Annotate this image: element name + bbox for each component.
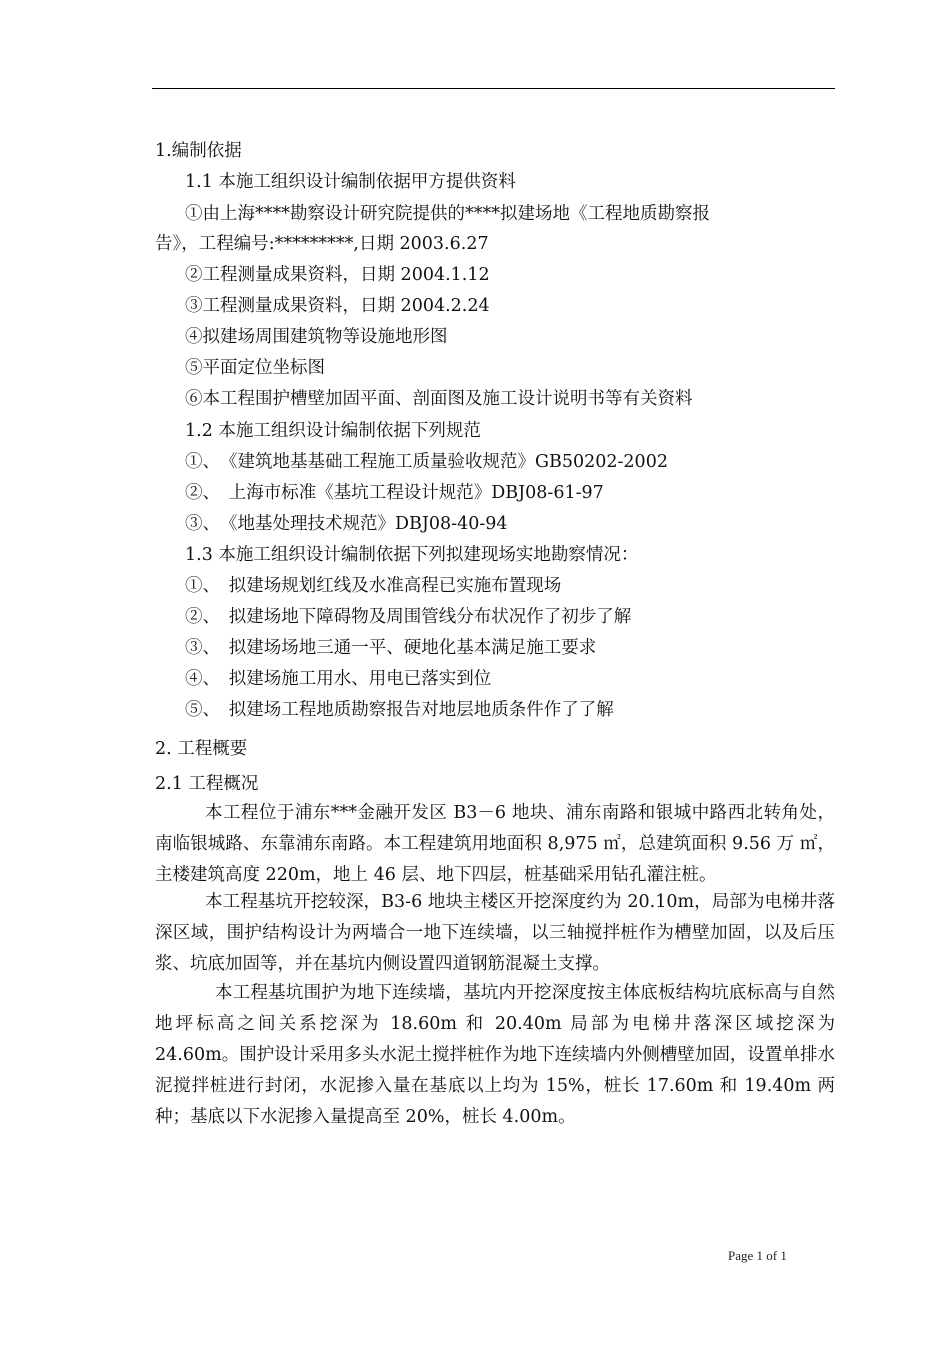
list-item: ①、 拟建场规划红线及水准高程已实施布置现场 bbox=[185, 576, 562, 596]
list-item: ⑥本工程围护槽壁加固平面、剖面图及施工设计说明书等有关资料 bbox=[185, 389, 693, 409]
list-item: 告》，工程编号:*********,日期 2003.6.27 bbox=[155, 234, 489, 254]
list-item: ②、 上海市标准《基坑工程设计规范》DBJ08-61-97 bbox=[185, 483, 604, 503]
list-item: ③、 《地基处理技术规范》DBJ08-40-94 bbox=[185, 514, 508, 534]
list-item: ②、 拟建场地下障碍物及周围管线分布状况作了初步了解 bbox=[185, 607, 632, 627]
paragraph: 本工程基坑开挖较深，B3-6 地块主楼区开挖深度约为 20.10m，局部为电梯井落深区域，围护结构设计为两墙合一地下连续墙，以三轴搅拌桩作为槽壁加固，以及后压浆、坑底加固等，并在基坑内侧设置四道钢筋混凝土支撑。 bbox=[155, 892, 835, 974]
subsection-2-1: 2.1 工程概况 bbox=[155, 774, 259, 794]
list-item: ⑤平面定位坐标图 bbox=[185, 358, 325, 378]
header-rule bbox=[152, 88, 835, 89]
section-2-title: 2. 工程概要 bbox=[155, 739, 248, 759]
list-item: ①由上海****勘察设计研究院提供的****拟建场地《工程地质勘察报 bbox=[185, 204, 710, 224]
list-item: ③、 拟建场场地三通一平、硬地化基本满足施工要求 bbox=[185, 638, 597, 658]
list-item: ③工程测量成果资料，日期 2004.2.24 bbox=[185, 296, 490, 316]
list-item: ④拟建场周围建筑物等设施地形图 bbox=[185, 327, 448, 347]
paragraph: 本工程基坑围护为地下连续墙，基坑内开挖深度按主体底板结构坑底标高与自然地坪标高之间关系挖深为 18.60m 和 20.40m 局部为电梯井落深区域挖深为 24.60m。围护设计采用多头水泥土搅拌桩作为地下连续墙内外侧槽壁加固，设置单排水泥搅拌桩进行封闭，水泥掺入量在基底以上均为 15%，桩长 17.60m 和 19.40m 两种；基底以下水泥掺入量提高至 20%，桩长 4.00m。 bbox=[155, 983, 835, 1127]
page-number: Page 1 of 1 bbox=[728, 1248, 787, 1263]
subsection-1-3: 1.3 本施工组织设计编制依据下列拟建现场实地勘察情况： bbox=[185, 545, 639, 565]
list-item: ④、 拟建场施工用水、用电已落实到位 bbox=[185, 669, 492, 689]
list-item: ⑤、 拟建场工程地质勘察报告对地层地质条件作了了解 bbox=[185, 700, 614, 720]
paragraph: 本工程位于浦东***金融开发区 B3－6 地块、浦东南路和银城中路西北转角处，南临银城路、东靠浦东南路。本工程建筑用地面积 8,975 ㎡，总建筑面积 9.56 万 ㎡，主楼建筑高度 220m，地上 46 层、地下四层，桩基础采用钻孔灌注桩。 bbox=[155, 803, 835, 885]
list-item: ①、 《建筑地基基础工程施工质量验收规范》GB50202-2002 bbox=[185, 452, 668, 472]
list-item: ②工程测量成果资料，日期 2004.1.12 bbox=[185, 265, 490, 285]
section-1-title: 1.编制依据 bbox=[155, 141, 242, 161]
subsection-1-1: 1.1 本施工组织设计编制依据甲方提供资料 bbox=[185, 172, 516, 192]
subsection-1-2: 1.2 本施工组织设计编制依据下列规范 bbox=[185, 421, 481, 441]
